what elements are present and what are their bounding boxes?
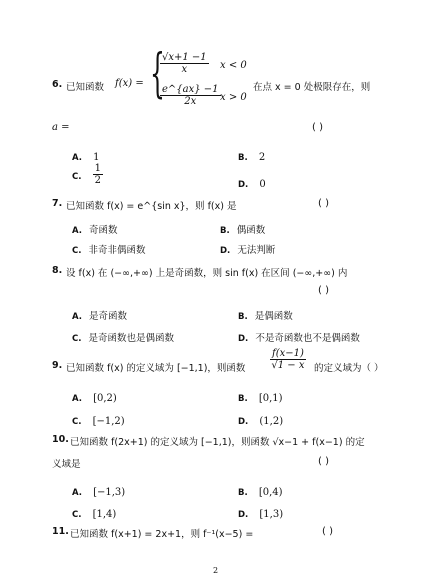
q8-option-b[interactable]	[238, 308, 293, 322]
option-value: (1,2)	[259, 416, 284, 427]
option-label: A.	[72, 226, 82, 236]
option-label: D.	[238, 510, 249, 520]
q10-line2: 义域是	[52, 459, 81, 470]
q6-lead: 已知函数	[66, 82, 105, 93]
option-label: A.	[72, 312, 82, 322]
q8-option-c[interactable]	[72, 330, 174, 344]
q7-number: 7.	[52, 198, 63, 209]
q7-option-d[interactable]	[220, 242, 275, 256]
option-value: 2	[258, 152, 266, 163]
option-label: C.	[72, 246, 82, 256]
q8-text: 设 f(x) 在 (−∞,+∞) 上是奇函数，则 sin f(x) 在区间 (−∞,+∞) 内	[66, 268, 348, 279]
option-label: C.	[72, 172, 82, 182]
option-value: 0	[259, 179, 266, 190]
q9-number: 9.	[52, 360, 63, 371]
q10-number: 10.	[52, 434, 69, 445]
option-value: 1	[93, 152, 100, 163]
q9-lead: 已知函数 f(x) 的定义域为 [−1,1)，则函数	[66, 363, 246, 374]
option-label: D.	[220, 246, 231, 256]
q6-option-a[interactable]	[72, 145, 99, 164]
q6-case1	[160, 52, 209, 75]
option-value: 是奇函数	[89, 311, 128, 322]
option-label: D.	[238, 334, 249, 344]
page-number: 2	[213, 566, 219, 575]
q6-option-b[interactable]	[238, 145, 265, 164]
option-value: [−1,2)	[92, 416, 125, 427]
option-value: [−1,3)	[93, 487, 126, 498]
q7-option-a[interactable]	[72, 222, 118, 236]
option-label: A.	[72, 394, 82, 404]
option-label: C.	[72, 510, 82, 520]
q8-option-d[interactable]	[238, 330, 360, 344]
q6-case2-cond: x > 0	[220, 92, 247, 103]
option-value: 奇函数	[89, 225, 118, 236]
q6-case1-den: x	[181, 64, 188, 75]
q9-tail: 的定义域为（ ）	[314, 363, 384, 374]
q9-option-b[interactable]	[238, 386, 283, 405]
q6-number: 6.	[52, 79, 63, 90]
option-value: [0,4)	[258, 487, 283, 498]
q10-option-b[interactable]	[238, 480, 283, 499]
q8-option-a[interactable]	[72, 308, 127, 322]
q9-fraction	[270, 348, 306, 371]
q6-case2-den: 2x	[184, 96, 197, 107]
q6-option-d[interactable]	[238, 172, 266, 191]
q6-answer-paren[interactable]: ( )	[312, 122, 323, 133]
q6-case2-num: e^{ax} −1	[162, 84, 219, 95]
option-label: D.	[238, 417, 249, 427]
q6-case1-num: √x+1 −1	[162, 52, 207, 63]
option-label: B.	[238, 488, 248, 498]
option-value-num: 1	[94, 163, 101, 174]
option-label: B.	[220, 226, 230, 236]
q7-option-b[interactable]	[220, 222, 265, 236]
option-value-den: 2	[94, 175, 101, 186]
q9-option-c[interactable]	[72, 409, 125, 428]
option-value: 是偶函数	[254, 311, 293, 322]
q10-line1: 已知函数 f(2x+1) 的定义域为 [−1,1)，则函数 √x−1 + f(x−1) 的定	[70, 437, 365, 448]
q11-number: 11.	[52, 526, 69, 537]
q10-answer-paren[interactable]: ( )	[318, 456, 329, 467]
q6-option-c[interactable]	[72, 163, 103, 186]
option-label: B.	[238, 153, 248, 163]
q8-number: 8.	[52, 265, 63, 276]
option-label: C.	[72, 417, 82, 427]
q8-answer-paren[interactable]: ( )	[318, 285, 329, 296]
option-value: 非奇非偶函数	[88, 245, 146, 256]
option-value: [1,4)	[92, 509, 117, 520]
q9-option-d[interactable]	[238, 409, 283, 428]
option-label: A.	[72, 153, 82, 163]
option-value: [0,1)	[258, 393, 283, 404]
q9-frac-num: f(x−1)	[272, 348, 304, 359]
q11-answer-paren[interactable]: ( )	[322, 526, 333, 537]
q6-case1-cond: x < 0	[220, 60, 247, 71]
q9-option-a[interactable]	[72, 386, 117, 405]
option-value: 偶函数	[236, 225, 266, 236]
option-value: 不是奇函数也不是偶函数	[255, 333, 360, 344]
option-label: B.	[238, 394, 248, 404]
option-value: 是奇函数也是偶函数	[88, 333, 175, 344]
option-value: 无法判断	[237, 245, 276, 256]
q7-answer-paren[interactable]: ( )	[318, 198, 329, 209]
q10-option-a[interactable]	[72, 480, 125, 499]
q10-option-c[interactable]	[72, 502, 116, 521]
q7-text: 已知函数 f(x) = e^{sin x}，则 f(x) 是	[66, 201, 237, 212]
q6-line2: a =	[52, 122, 70, 133]
q11-text: 已知函数 f(x+1) = 2x+1，则 f⁻¹(x−5) =	[70, 529, 254, 540]
q6-case2	[160, 84, 221, 107]
option-value: [1,3)	[259, 509, 284, 520]
option-label: A.	[72, 488, 82, 498]
q9-frac-den: √1 − x	[271, 360, 305, 371]
option-value	[93, 163, 103, 186]
option-label: B.	[238, 312, 248, 322]
q6-brace: {	[150, 44, 165, 104]
q6-tail: 在点 x = 0 处极限存在，则	[253, 82, 371, 93]
option-label: C.	[72, 334, 82, 344]
q6-fx: f(x) =	[115, 78, 144, 89]
option-value: [0,2)	[93, 393, 117, 404]
q7-option-c[interactable]	[72, 242, 146, 256]
q10-option-d[interactable]	[238, 502, 283, 521]
option-label: D.	[238, 180, 249, 190]
